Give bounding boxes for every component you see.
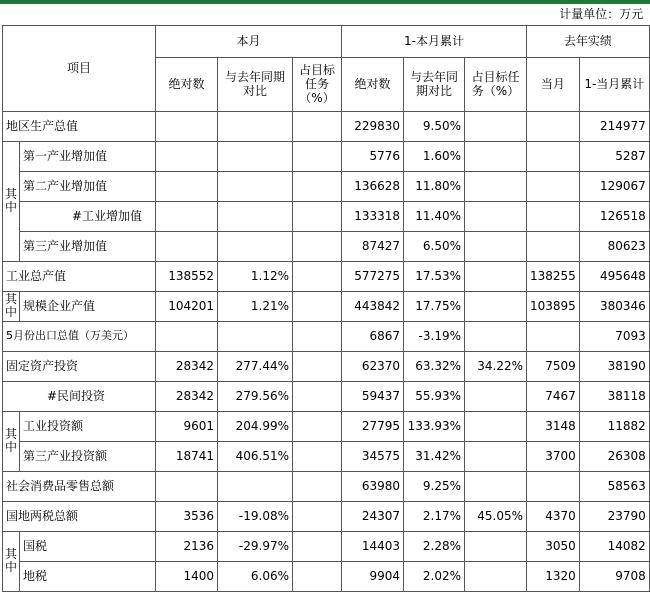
row-label: 国地两税总额 (3, 501, 156, 531)
cell-month-abs: 138552 (156, 261, 218, 291)
cell-month-yoy: 279.56% (218, 381, 293, 411)
cell-cum-target (465, 321, 527, 351)
cell-cum-abs: 27795 (342, 411, 404, 441)
cell-month-yoy: 204.99% (218, 411, 293, 441)
cell-ly-month: 1320 (527, 561, 580, 591)
cell-cum-target (465, 111, 527, 141)
table-row (3, 441, 650, 471)
cell-cum-target (465, 471, 527, 501)
cell-cum-yoy: 133.93% (404, 411, 465, 441)
header-item: 项目 (3, 25, 156, 111)
table-row (3, 381, 650, 411)
cell-month-target (293, 231, 342, 261)
cell-ly-month: 3148 (527, 411, 580, 441)
col-header: 当月 (527, 57, 580, 111)
table-row (3, 351, 650, 381)
cell-ly-month (527, 171, 580, 201)
cell-cum-abs: 9904 (342, 561, 404, 591)
cell-ly-cum: 129067 (579, 171, 649, 201)
cell-cum-target: 34.22% (465, 351, 527, 381)
cell-cum-abs: 87427 (342, 231, 404, 261)
cell-cum-target (465, 441, 527, 471)
cell-ly-cum: 5287 (579, 141, 649, 171)
cell-cum-target (465, 261, 527, 291)
col-header: 绝对数 (156, 57, 218, 111)
cell-cum-abs: 136628 (342, 171, 404, 201)
cell-cum-target (465, 411, 527, 441)
cell-ly-month (527, 201, 580, 231)
cell-cum-target: 45.05% (465, 501, 527, 531)
cell-cum-abs: 577275 (342, 261, 404, 291)
cell-cum-yoy: 31.42% (404, 441, 465, 471)
cell-ly-month (527, 231, 580, 261)
header-group-month: 本月 (156, 25, 342, 57)
table-row (3, 321, 650, 351)
cell-ly-cum: 26308 (579, 441, 649, 471)
cell-ly-cum: 38118 (579, 381, 649, 411)
cell-month-yoy (218, 141, 293, 171)
col-header: 与去年同期对比 (218, 57, 293, 111)
cell-cum-yoy: 11.80% (404, 171, 465, 201)
cell-month-yoy: 277.44% (218, 351, 293, 381)
col-header: 绝对数 (342, 57, 404, 111)
cell-ly-month: 3700 (527, 441, 580, 471)
cell-cum-yoy: 17.53% (404, 261, 465, 291)
cell-ly-month (527, 111, 580, 141)
cell-ly-cum: 495648 (579, 261, 649, 291)
cell-month-abs (156, 201, 218, 231)
cell-ly-month: 3050 (527, 531, 580, 561)
table-row (3, 471, 650, 501)
cell-month-target (293, 381, 342, 411)
cell-cum-abs: 34575 (342, 441, 404, 471)
cell-cum-yoy: 6.50% (404, 231, 465, 261)
cell-cum-abs: 6867 (342, 321, 404, 351)
row-label: 第三产业增加值 (20, 231, 156, 261)
cell-ly-cum: 80623 (579, 231, 649, 261)
cell-ly-month (527, 321, 580, 351)
cell-cum-yoy: 11.40% (404, 201, 465, 231)
header-group-last-year: 去年实绩 (527, 25, 650, 57)
row-label: 规模企业产值 (20, 291, 156, 321)
qizhong-cell: 其中 (3, 291, 20, 321)
cell-cum-target (465, 381, 527, 411)
cell-month-yoy: 1.12% (218, 261, 293, 291)
cell-month-target (293, 441, 342, 471)
cell-cum-yoy: 2.02% (404, 561, 465, 591)
col-header: 占目标任务（%） (465, 57, 527, 111)
col-header: 1-当月累计 (579, 57, 649, 111)
cell-month-abs: 1400 (156, 561, 218, 591)
cell-month-abs (156, 141, 218, 171)
blank-cell (3, 4, 527, 25)
cell-month-abs: 9601 (156, 411, 218, 441)
cell-month-abs: 28342 (156, 381, 218, 411)
qizhong-cell: 其中 (3, 141, 20, 261)
cell-month-abs: 18741 (156, 441, 218, 471)
cell-cum-abs: 63980 (342, 471, 404, 501)
cell-ly-cum: 23790 (579, 501, 649, 531)
cell-month-target (293, 531, 342, 561)
table-row (3, 291, 650, 321)
row-label: 第二产业增加值 (20, 171, 156, 201)
cell-ly-month (527, 471, 580, 501)
row-label: 第一产业增加值 (20, 141, 156, 171)
cell-ly-cum: 126518 (579, 201, 649, 231)
qizhong-cell: 其中 (3, 411, 20, 471)
cell-month-yoy (218, 231, 293, 261)
cell-month-target (293, 411, 342, 441)
cell-cum-target (465, 141, 527, 171)
cell-month-yoy: 406.51% (218, 441, 293, 471)
header-group-cumulative: 1-本月累计 (342, 25, 527, 57)
cell-month-yoy: 6.06% (218, 561, 293, 591)
cell-month-target (293, 111, 342, 141)
row-label: 第三产业投资额 (20, 441, 156, 471)
table-row (3, 531, 650, 561)
cell-month-abs: 104201 (156, 291, 218, 321)
cell-cum-target (465, 531, 527, 561)
cell-ly-cum: 38190 (579, 351, 649, 381)
table-row (3, 411, 650, 441)
cell-month-abs: 3536 (156, 501, 218, 531)
cell-ly-cum: 14082 (579, 531, 649, 561)
row-label: 地税 (20, 561, 156, 591)
cell-ly-month: 7509 (527, 351, 580, 381)
cell-month-yoy: -29.97% (218, 531, 293, 561)
statistics-table (2, 4, 650, 592)
unit-label: 计量单位：万元 (559, 7, 644, 22)
cell-cum-target (465, 201, 527, 231)
cell-ly-cum: 7093 (579, 321, 649, 351)
cell-ly-month: 4370 (527, 501, 580, 531)
cell-ly-month: 138255 (527, 261, 580, 291)
cell-month-target (293, 171, 342, 201)
cell-month-yoy: -19.08% (218, 501, 293, 531)
cell-month-target (293, 201, 342, 231)
cell-month-abs (156, 321, 218, 351)
row-label: #民间投资 (3, 381, 156, 411)
cell-month-target (293, 141, 342, 171)
cell-month-abs (156, 231, 218, 261)
cell-cum-abs: 443842 (342, 291, 404, 321)
cell-ly-cum: 58563 (579, 471, 649, 501)
cell-month-target (293, 291, 342, 321)
cell-month-abs (156, 171, 218, 201)
row-label: 固定资产投资 (3, 351, 156, 381)
cell-month-abs (156, 471, 218, 501)
cell-ly-cum: 214977 (579, 111, 649, 141)
col-header: 与去年同期对比 (404, 57, 465, 111)
cell-cum-target (465, 291, 527, 321)
cell-cum-abs: 62370 (342, 351, 404, 381)
cell-cum-yoy: 17.75% (404, 291, 465, 321)
cell-month-target (293, 321, 342, 351)
cell-cum-yoy: 55.93% (404, 381, 465, 411)
cell-month-target (293, 471, 342, 501)
row-label: 国税 (20, 531, 156, 561)
cell-cum-yoy: 1.60% (404, 141, 465, 171)
cell-month-yoy (218, 321, 293, 351)
cell-cum-abs: 24307 (342, 501, 404, 531)
cell-ly-month: 7467 (527, 381, 580, 411)
cell-month-yoy (218, 201, 293, 231)
cell-month-target (293, 261, 342, 291)
qizhong-cell: 其中 (3, 531, 20, 591)
row-label: 地区生产总值 (3, 111, 156, 141)
table-row (3, 501, 650, 531)
row-label: 5月份出口总值（万美元） (3, 321, 156, 351)
cell-month-abs (156, 111, 218, 141)
cell-cum-yoy: 63.32% (404, 351, 465, 381)
cell-cum-abs: 133318 (342, 201, 404, 231)
cell-ly-cum: 380346 (579, 291, 649, 321)
cell-month-yoy: 1.21% (218, 291, 293, 321)
cell-month-target (293, 501, 342, 531)
table-row (3, 171, 650, 201)
cell-month-yoy (218, 471, 293, 501)
cell-month-target (293, 351, 342, 381)
table-row (3, 231, 650, 261)
cell-cum-abs: 59437 (342, 381, 404, 411)
row-label: #工业增加值 (20, 201, 156, 231)
cell-month-yoy (218, 111, 293, 141)
cell-cum-abs: 14403 (342, 531, 404, 561)
cell-cum-abs: 5776 (342, 141, 404, 171)
cell-ly-month: 103895 (527, 291, 580, 321)
cell-month-yoy (218, 171, 293, 201)
cell-cum-yoy: 2.28% (404, 531, 465, 561)
table-row (3, 201, 650, 231)
cell-cum-yoy: 2.17% (404, 501, 465, 531)
table-row (3, 111, 650, 141)
cell-ly-cum: 11882 (579, 411, 649, 441)
cell-cum-yoy: -3.19% (404, 321, 465, 351)
cell-ly-month (527, 141, 580, 171)
cell-cum-abs: 229830 (342, 111, 404, 141)
cell-cum-target (465, 231, 527, 261)
table-row (3, 261, 650, 291)
cell-ly-cum: 9708 (579, 561, 649, 591)
cell-cum-target (465, 171, 527, 201)
col-header: 占目标任务（%） (293, 57, 342, 111)
cell-month-abs: 28342 (156, 351, 218, 381)
cell-cum-yoy: 9.25% (404, 471, 465, 501)
row-label: 社会消费品零售总额 (3, 471, 156, 501)
cell-cum-yoy: 9.50% (404, 111, 465, 141)
row-label: 工业投资额 (20, 411, 156, 441)
row-label: 工业总产值 (3, 261, 156, 291)
cell-month-abs: 2136 (156, 531, 218, 561)
table-row (3, 141, 650, 171)
